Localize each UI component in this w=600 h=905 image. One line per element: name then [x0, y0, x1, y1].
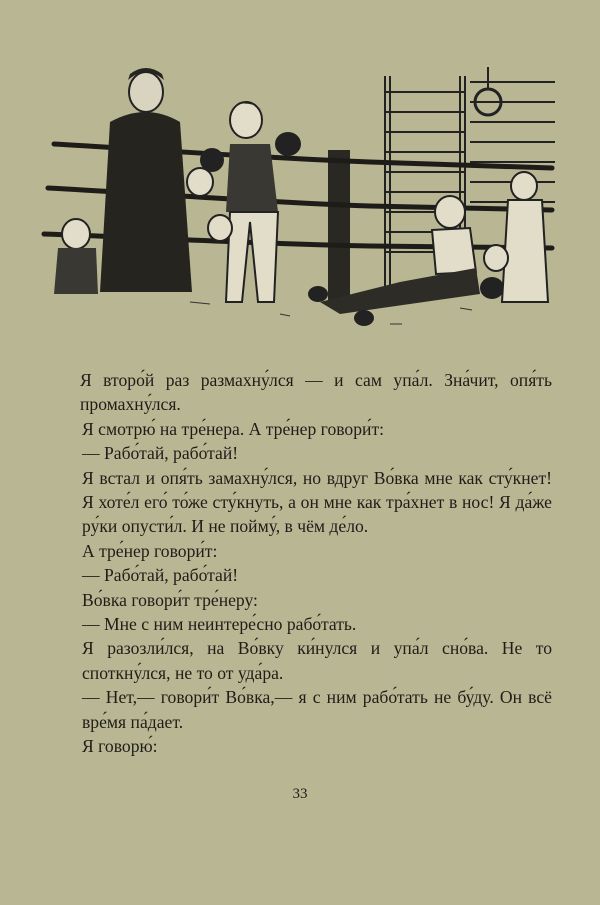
paragraph: Я встал и опя́ть замахну́лся, но вдруг Во́вка мне как сту́кнет! Я хоте́л его́ то́же сту́кнуть, а он мне как тра́хнет в нос! Я да́же ру́ки опусти́л. И не пойму́, в чём де́ло.: [82, 467, 552, 537]
paragraph: — Рабо́тай, рабо́тай!: [82, 443, 239, 464]
paragraph: — Нет,— говори́т Во́вка,— я с ним рабо́тать не бу́ду. Он всё вре́мя па́дает.: [82, 687, 552, 732]
page-number: 33: [292, 786, 308, 802]
paragraph: А тре́нер говори́т:: [82, 540, 218, 561]
paragraph: — Рабо́тай, рабо́тай!: [82, 565, 239, 586]
story-text: [82, 368, 552, 759]
paragraph: Я смотрю́ на тре́нера. А тре́нер говори́т:: [82, 418, 385, 439]
paragraph: — Мне с ним неинтере́сно рабо́тать.: [82, 614, 357, 635]
paragraph: Во́вка говори́т тре́неру:: [82, 589, 258, 610]
paragraph: Я разозли́лся, на Во́вку ки́нулся и упа́л сно́ва. Не то споткну́лся, не то от уда́ра.: [82, 638, 552, 683]
boxing-ring-illustration: [40, 62, 560, 330]
paragraph: Я второ́й раз размахну́лся — и сам упа́л. Зна́чит, опя́ть промахну́лся.: [80, 370, 552, 415]
paragraph: Я говорю́:: [82, 736, 158, 757]
